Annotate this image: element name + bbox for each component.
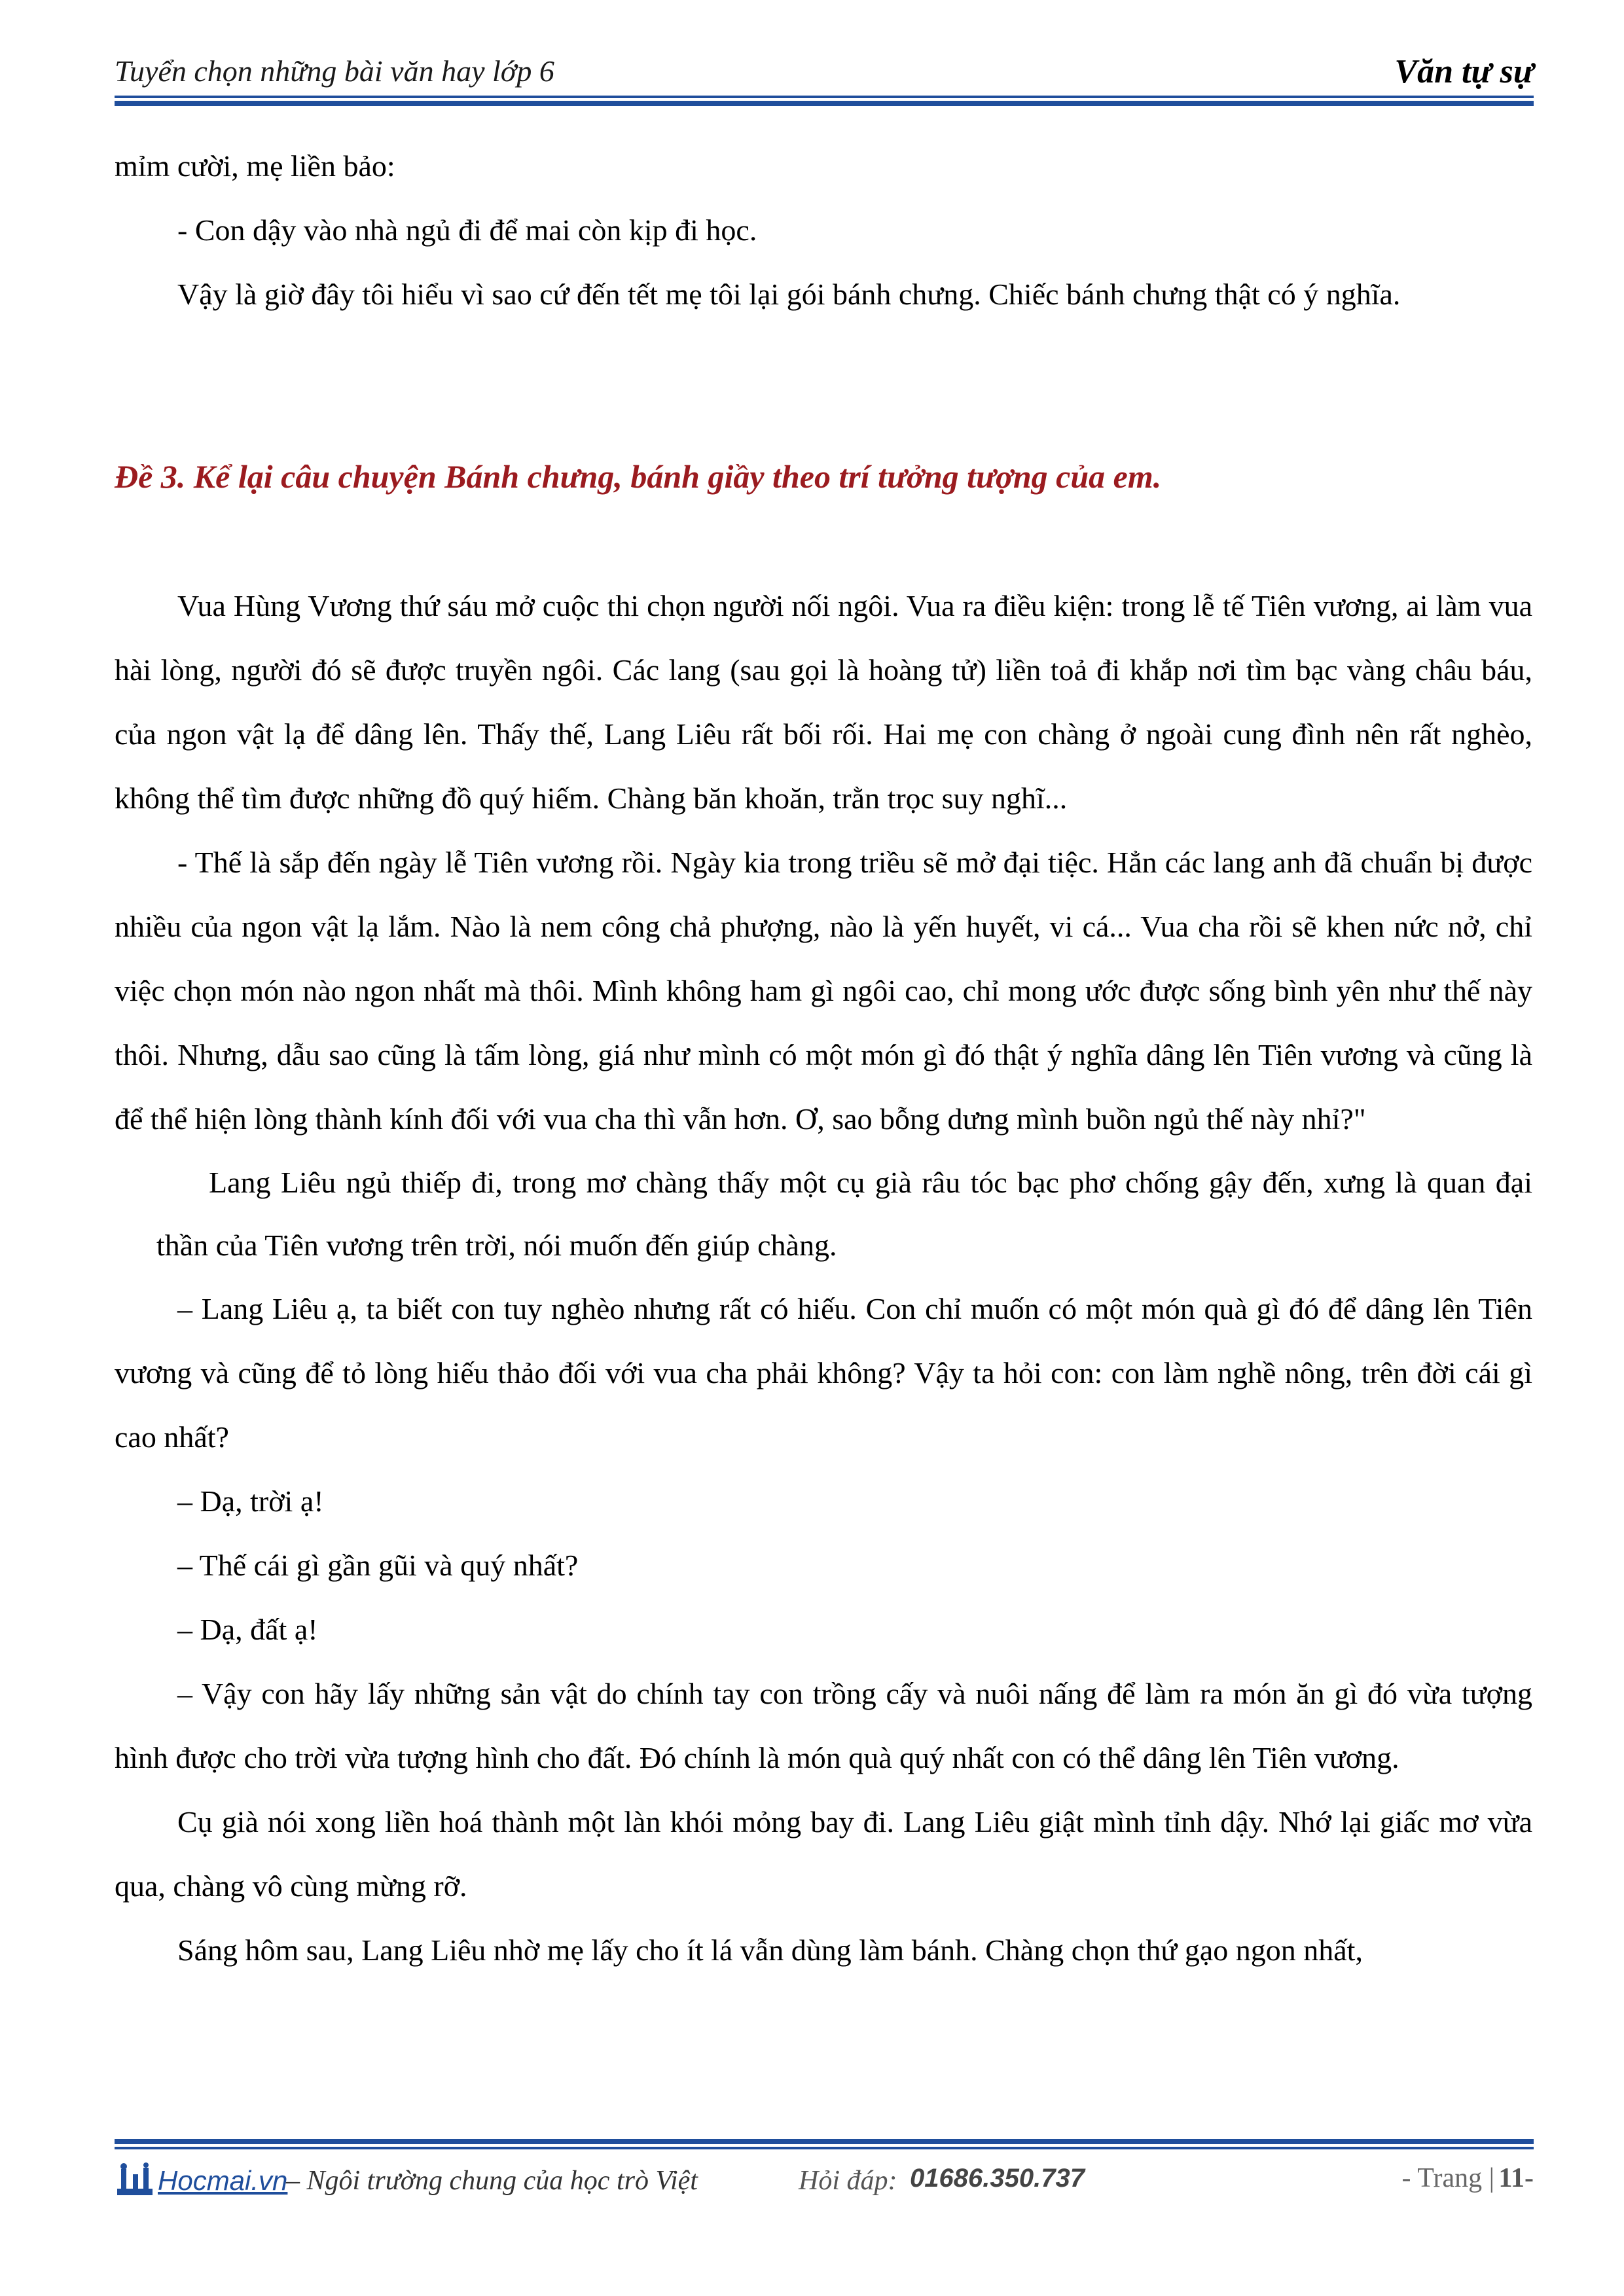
hotline-label: Hỏi đáp: — [799, 2166, 897, 2196]
site-slogan: – Ngôi trường chung của học trò Việt — [286, 2166, 698, 2196]
document-title: Tuyển chọn những bài văn hay lớp 6 — [115, 54, 554, 88]
page-label: - Trang | — [1401, 2163, 1494, 2193]
footer-divider — [115, 2139, 1534, 2149]
paragraph: Sáng hôm sau, Lang Liêu nhờ mẹ lấy cho ít lá vẫn dùng làm bánh. Chàng chọn thứ gạo ngon nhất, — [177, 1933, 1363, 1967]
paragraph: - Con dậy vào nhà ngủ đi để mai còn kịp đi học. — [177, 213, 757, 247]
paragraph: – Dạ, đất ạ! — [177, 1613, 318, 1646]
page-number: 11- — [1498, 2163, 1534, 2193]
paragraph: – Thế cái gì gần gũi và quý nhất? — [177, 1549, 579, 1582]
site-link[interactable]: Hocmai.vn — [158, 2165, 288, 2196]
paragraph: mỉm cười, mẹ liền bảo: — [115, 149, 395, 183]
page-footer — [115, 2160, 1534, 2206]
exercise-heading: Đề 3. Kể lại câu chuyện Bánh chưng, bánh giầy theo trí tưởng tượng của em. — [115, 458, 1162, 495]
paragraph: Vậy là giờ đây tôi hiểu vì sao cứ đến tết mẹ tôi lại gói bánh chưng. Chiếc bánh chưng thật có ý nghĩa. — [177, 278, 1401, 311]
paragraph: – Vậy con hãy lấy những sản vật do chính tay con trồng cấy và nuôi nấng để làm ra món ăn gì đó vừa tượng hình được cho trời vừa tượng hình cho đất. Đó chính là món quà quý nhất con có thể dâng lên Tiên vương. — [115, 1677, 1532, 1774]
paragraph: Lang Liêu ngủ thiếp đi, trong mơ chàng thấy một cụ già râu tóc bạc phơ chống gậy đến, xưng là quan đại thần của Tiên vương trên trời, nói muốn đến giúp chàng. — [156, 1166, 1532, 1262]
paragraph: – Lang Liêu ạ, ta biết con tuy nghèo nhưng rất có hiếu. Con chỉ muốn có một món quà gì đó để dâng lên Tiên vương và cũng để tỏ lòng hiếu thảo đối với vua cha phải không? Vậy ta hỏi con: con làm nghề nông, trên đời cái gì cao nhất? — [115, 1292, 1532, 1454]
paragraph: – Dạ, trời ạ! — [177, 1484, 324, 1518]
hotline-number: 01686.350.737 — [910, 2164, 1085, 2193]
hocmai-logo-icon — [115, 2162, 155, 2199]
page-content — [115, 134, 1532, 1982]
paragraph: Cụ già nói xong liền hoá thành một làn khói mỏng bay đi. Lang Liêu giật mình tỉnh dậy. Nhớ lại giấc mơ vừa qua, chàng vô cùng mừng rỡ. — [115, 1805, 1532, 1903]
header-divider — [115, 96, 1534, 106]
section-title: Văn tự sự — [1394, 53, 1534, 90]
paragraph: Vua Hùng Vương thứ sáu mở cuộc thi chọn người nối ngôi. Vua ra điều kiện: trong lễ tế Tiên vương, ai làm vua hài lòng, người đó sẽ được truyền ngôi. Các lang (sau gọi là hoàng tử) liền toả đi khắp nơi tìm bạc vàng châu báu, của ngon vật lạ để dâng lên. Thấy thế, Lang Liêu rất bối rối. Hai mẹ con chàng ở ngoài cung đình nên rất nghèo, không thể tìm được những đồ quý hiếm. Chàng băn khoăn, trằn trọc suy nghĩ... — [115, 589, 1532, 815]
paragraph: - Thế là sắp đến ngày lễ Tiên vương rồi. Ngày kia trong triều sẽ mở đại tiệc. Hẳn các lang anh đã chuẩn bị được nhiều của ngon vật lạ lắm. Nào là nem công chả phượng, nào là yến huyết, vi cá... Vua cha rồi sẽ khen nức nở, chỉ việc chọn món nào ngon nhất mà thôi. Mình không ham gì ngôi cao, chỉ mong ước được sống bình yên như thế này thôi. Nhưng, dẫu sao cũng là tấm lòng, giá như mình có một món gì đó thật ý nghĩa dâng lên Tiên vương và cũng là để thể hiện lòng thành kính đối với vua cha thì vẫn hơn. Ơ, sao bỗng dưng mình buồn ngủ thế này nhỉ?" — [115, 846, 1532, 1136]
